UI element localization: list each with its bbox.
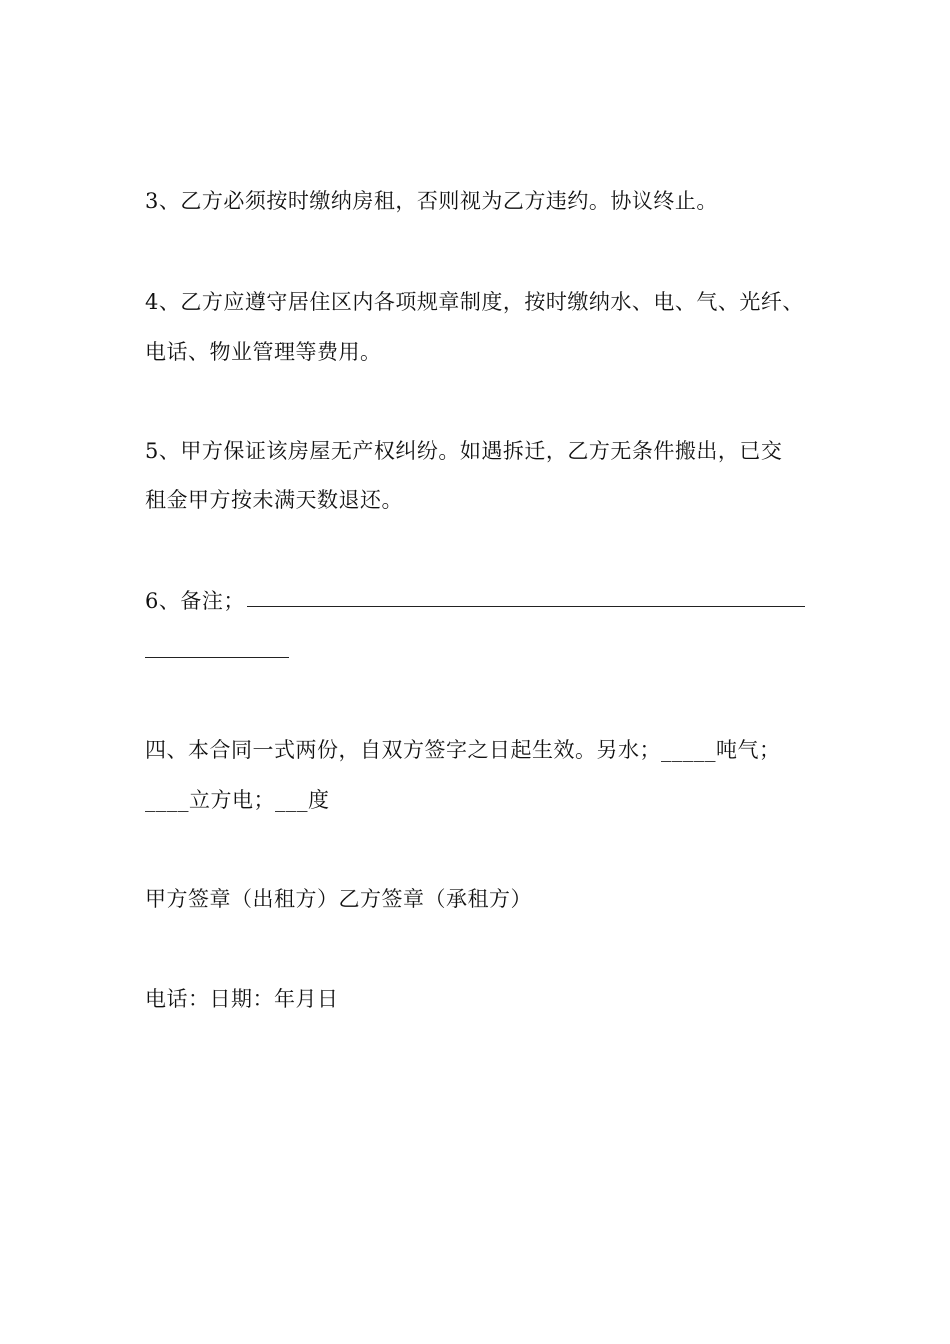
- contact-date-line: 电话：日期：年月日: [145, 987, 339, 1011]
- section-4-line-1: 四、本合同一式两份，自双方签字之日起生效。另水；_____吨气；: [145, 738, 781, 762]
- clause-5-line-1: 5、甲方保证该房屋无产权纠纷。如遇拆迁，乙方无条件搬出，已交: [145, 439, 783, 463]
- clause-5-line-2: 租金甲方按未满天数退还。: [145, 488, 403, 512]
- clause-6-label: 6、备注；: [145, 589, 245, 613]
- section-4-line-2: ____立方电；___度: [145, 788, 330, 812]
- clause-4-line-1: 4、乙方应遵守居住区内各项规章制度，按时缴纳水、电、气、光纤、: [145, 290, 804, 314]
- signature-line: 甲方签章（出租方）乙方签章（承租方）: [145, 887, 532, 911]
- remarks-blank-line-1: [247, 606, 805, 607]
- remarks-blank-line-2: [145, 657, 289, 658]
- clause-3-line-1: 3、乙方必须按时缴纳房租，否则视为乙方违约。协议终止。: [145, 189, 718, 213]
- clause-4-line-2: 电话、物业管理等费用。: [145, 340, 382, 364]
